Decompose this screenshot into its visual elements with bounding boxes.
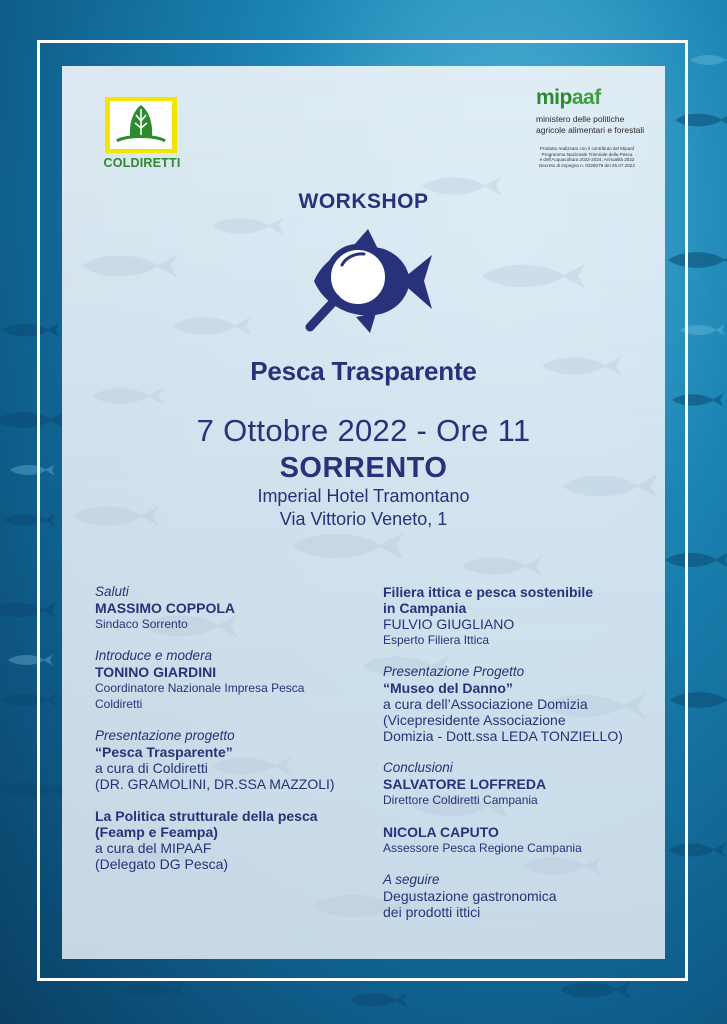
program-item (95, 584, 355, 632)
program-title: in Campania (383, 600, 467, 616)
program-item (383, 664, 653, 744)
program-desc: Coordinatore Nazionale Impresa Pesca (95, 681, 305, 695)
program-title: Filiera ittica e pesca sostenibile (383, 584, 594, 600)
program-right-column (383, 584, 653, 936)
mipaaf-word-a: mip (536, 86, 572, 109)
program-desc: Assessore Pesca Regione Campania (383, 841, 582, 855)
program-speaker: SALVATORE LOFFREDA (383, 776, 547, 792)
funding-note-line: Decreto di impegno n. 0328079 del 25.07.2022 (539, 162, 635, 168)
program-role: Conclusioni (383, 760, 453, 775)
program-item (383, 824, 653, 856)
program-title: La Politica strutturale della pesca (95, 808, 318, 824)
coldiretti-logo-icon (103, 95, 179, 155)
mipaaf-sub-line: ministero delle politiche (536, 114, 625, 124)
program-speaker: MASSIMO COPPOLA (95, 600, 236, 616)
program-speaker: “Pesca Trasparente” (95, 744, 233, 760)
event-address: Via Vittorio Veneto, 1 (279, 509, 448, 529)
program-role: Presentazione progetto (95, 728, 235, 743)
program-role: Saluti (95, 584, 129, 599)
program-left-column (95, 584, 355, 888)
program-title: (Feamp e Feampa) (95, 824, 218, 840)
program-desc: (Delegato DG Pesca) (95, 856, 229, 872)
program-item (383, 872, 653, 920)
funding-note-line: Prodotto realizzato con il contributo del Mipaaf (539, 146, 635, 151)
program-desc: a cura del MIPAAF (95, 840, 212, 856)
event-venue: Imperial Hotel Tramontano (257, 486, 470, 506)
program-speaker: “Museo del Danno” (383, 680, 513, 696)
funding-note-line: e dell'Acquacoltura 2022-2024, Annualità 2022 (539, 157, 635, 163)
program-item (95, 808, 355, 872)
program-item (95, 728, 355, 792)
mipaaf-sub-line: agricole alimentari e forestali (536, 125, 645, 135)
mipaaf-logo (536, 86, 601, 110)
program-desc: (Vicepresidente Associazione (383, 712, 566, 728)
program-item (95, 648, 355, 712)
event-city: SORRENTO (279, 452, 448, 484)
program-speaker: NICOLA CAPUTO (383, 824, 499, 840)
fish-magnifier-icon (296, 223, 434, 341)
program-role: Presentazione Progetto (383, 664, 525, 679)
program-speaker: FULVIO GIUGLIANO (383, 616, 515, 632)
program-desc: Esperto Filiera Ittica (383, 633, 490, 647)
project-title: Pesca Trasparente (250, 356, 477, 386)
program-desc: Domizia - Dott.ssa LEDA TONZIELLO) (383, 728, 623, 744)
program-item (383, 584, 653, 648)
program-desc: Degustazione gastronomica (383, 888, 557, 904)
program-desc: (DR. GRAMOLINI, DR.SSA MAZZOLI) (95, 776, 335, 792)
program-desc: a cura dell’Associazione Domizia (383, 696, 588, 712)
program-desc: Direttore Coldiretti Campania (383, 793, 538, 807)
funding-note-line: Programma Nazionale Triennale della Pesca (541, 151, 633, 157)
event-date: 7 Ottobre 2022 - Ore 11 (196, 413, 531, 448)
funding-note (522, 146, 652, 168)
program-speaker: TONINO GIARDINI (95, 664, 217, 680)
program-desc: a cura di Coldiretti (95, 760, 208, 776)
program-desc: Coldiretti (95, 697, 143, 711)
poster-panel (62, 66, 665, 959)
program-desc: Sindaco Sorrento (95, 617, 188, 631)
program-role: Introduce e modera (95, 648, 213, 663)
mipaaf-subtitle (536, 114, 644, 136)
workshop-label: WORKSHOP (298, 190, 429, 213)
program-item (383, 760, 653, 808)
coldiretti-name: COLDIRETTI (103, 156, 181, 170)
program-desc: dei prodotti ittici (383, 904, 481, 920)
mipaaf-word-b: aaf (571, 86, 601, 109)
program-role: A seguire (383, 872, 440, 887)
